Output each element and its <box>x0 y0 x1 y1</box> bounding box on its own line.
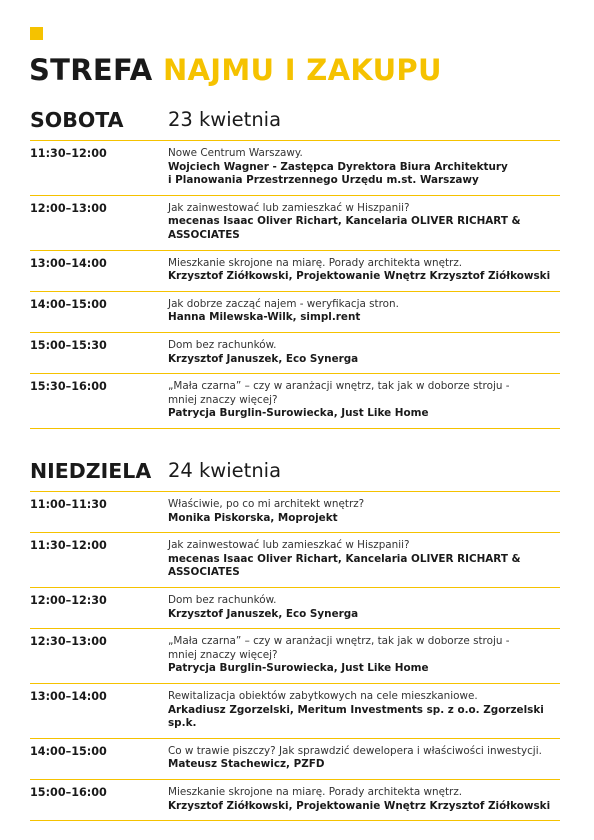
session-time: 12:00–13:00 <box>30 201 107 215</box>
session-topic: Właściwie, po co mi architekt wnętrz? <box>168 498 365 510</box>
session-row <box>30 291 560 332</box>
session-topic: Jak dobrze zacząć najem - weryfikacja stron. <box>168 297 399 310</box>
session-row <box>30 250 560 291</box>
session-speaker: mecenas Isaac Oliver Richart, Kancelaria OLIVER RICHART & ASSOCIATES <box>168 552 521 579</box>
session-row <box>30 683 560 738</box>
session-row <box>30 587 560 628</box>
session-row <box>30 195 560 250</box>
session-topic: Jak zainwestować lub zamieszkać w Hiszpanii? <box>168 201 410 214</box>
day-header <box>30 106 560 140</box>
session-topic: „Mała czarna” – czy w aranżacji wnętrz, tak jak w doborze stroju - mniej znaczy więcej? <box>168 635 510 661</box>
session-topic: Dom bez rachunków. <box>168 593 277 606</box>
session-speaker: Monika Piskorska, Moprojekt <box>168 511 338 524</box>
session-row <box>30 532 560 587</box>
title-part-najmu: NAJMU I ZAKUPU <box>162 53 442 87</box>
session-time: 14:00–15:00 <box>30 744 107 758</box>
session-list <box>30 140 560 429</box>
session-row <box>30 373 560 429</box>
day-section-saturday <box>30 106 560 429</box>
session-row <box>30 140 560 195</box>
session-row <box>30 738 560 779</box>
title-part-strefa: STREFA <box>29 53 153 87</box>
session-time: 14:00–15:00 <box>30 297 107 311</box>
session-time: 12:00–12:30 <box>30 593 107 607</box>
session-speaker: Patrycja Burglin-Surowiecka, Just Like Home <box>168 662 429 675</box>
session-time: 11:00–11:30 <box>30 498 107 511</box>
page-title <box>29 50 442 90</box>
day-header <box>30 457 560 491</box>
session-time: 15:30–16:00 <box>30 380 107 394</box>
session-time: 15:00–15:30 <box>30 338 107 352</box>
session-speaker: Krzysztof Januszek, Eco Synerga <box>168 607 359 620</box>
session-speaker: Mateusz Stachewicz, PZFD <box>168 758 325 771</box>
session-speaker: Arkadiusz Zgorzelski, Meritum Investments sp. z o.o. Zgorzelski sp.k. <box>168 703 544 730</box>
day-date: 23 kwietnia <box>168 108 282 131</box>
yellow-square-icon <box>30 27 43 40</box>
session-topic: Rewitalizacja obiektów zabytkowych na cele mieszkaniowe. <box>168 689 478 702</box>
session-topic: „Mała czarna” – czy w aranżacji wnętrz, tak jak w doborze stroju - mniej znaczy więcej? <box>168 380 510 406</box>
session-speaker: Patrycja Burglin-Surowiecka, Just Like Home <box>168 407 429 420</box>
session-speaker: Hanna Milewska-Wilk, simpl.rent <box>168 311 361 324</box>
session-topic: Mieszkanie skrojone na miarę. Porady architekta wnętrz. <box>168 256 463 269</box>
day-name: SOBOTA <box>30 108 124 132</box>
session-speaker: mecenas Isaac Oliver Richart, Kancelaria OLIVER RICHART & ASSOCIATES <box>168 215 521 241</box>
session-topic: Mieszkanie skrojone na miarę. Porady architekta wnętrz. <box>168 785 463 798</box>
session-row <box>30 628 560 683</box>
session-row <box>30 491 560 532</box>
session-topic: Dom bez rachunków. <box>168 338 277 351</box>
session-time: 11:30–12:00 <box>30 539 107 553</box>
session-topic: Nowe Centrum Warszawy. <box>168 147 303 159</box>
session-time: 12:30–13:00 <box>30 635 107 649</box>
session-time: 11:30–12:00 <box>30 147 107 160</box>
session-row <box>30 332 560 373</box>
session-speaker: Krzysztof Ziółkowski, Projektowanie Wnętrz Krzysztof Ziółkowski <box>168 799 551 812</box>
day-name: NIEDZIELA <box>30 459 152 483</box>
session-speaker: Krzysztof Ziółkowski, Projektowanie Wnętrz Krzysztof Ziółkowski <box>168 270 551 283</box>
session-speaker: Wojciech Wagner - Zastępca Dyrektora Biura Architektury i Planowania Przestrzennego Urzędu m.st. Warszawy <box>168 160 508 187</box>
day-section-sunday <box>30 457 560 821</box>
session-time: 15:00–16:00 <box>30 785 107 799</box>
session-topic: Co w trawie piszczy? Jak sprawdzić dewelopera i właściwości inwestycji. <box>168 744 542 757</box>
session-speaker: Krzysztof Januszek, Eco Synerga <box>168 352 359 365</box>
session-list <box>30 491 560 821</box>
session-topic: Jak zainwestować lub zamieszkać w Hiszpanii? <box>168 539 410 552</box>
session-time: 13:00–14:00 <box>30 256 107 270</box>
day-date: 24 kwietnia <box>168 459 282 482</box>
session-time: 13:00–14:00 <box>30 689 107 703</box>
session-row <box>30 779 560 821</box>
